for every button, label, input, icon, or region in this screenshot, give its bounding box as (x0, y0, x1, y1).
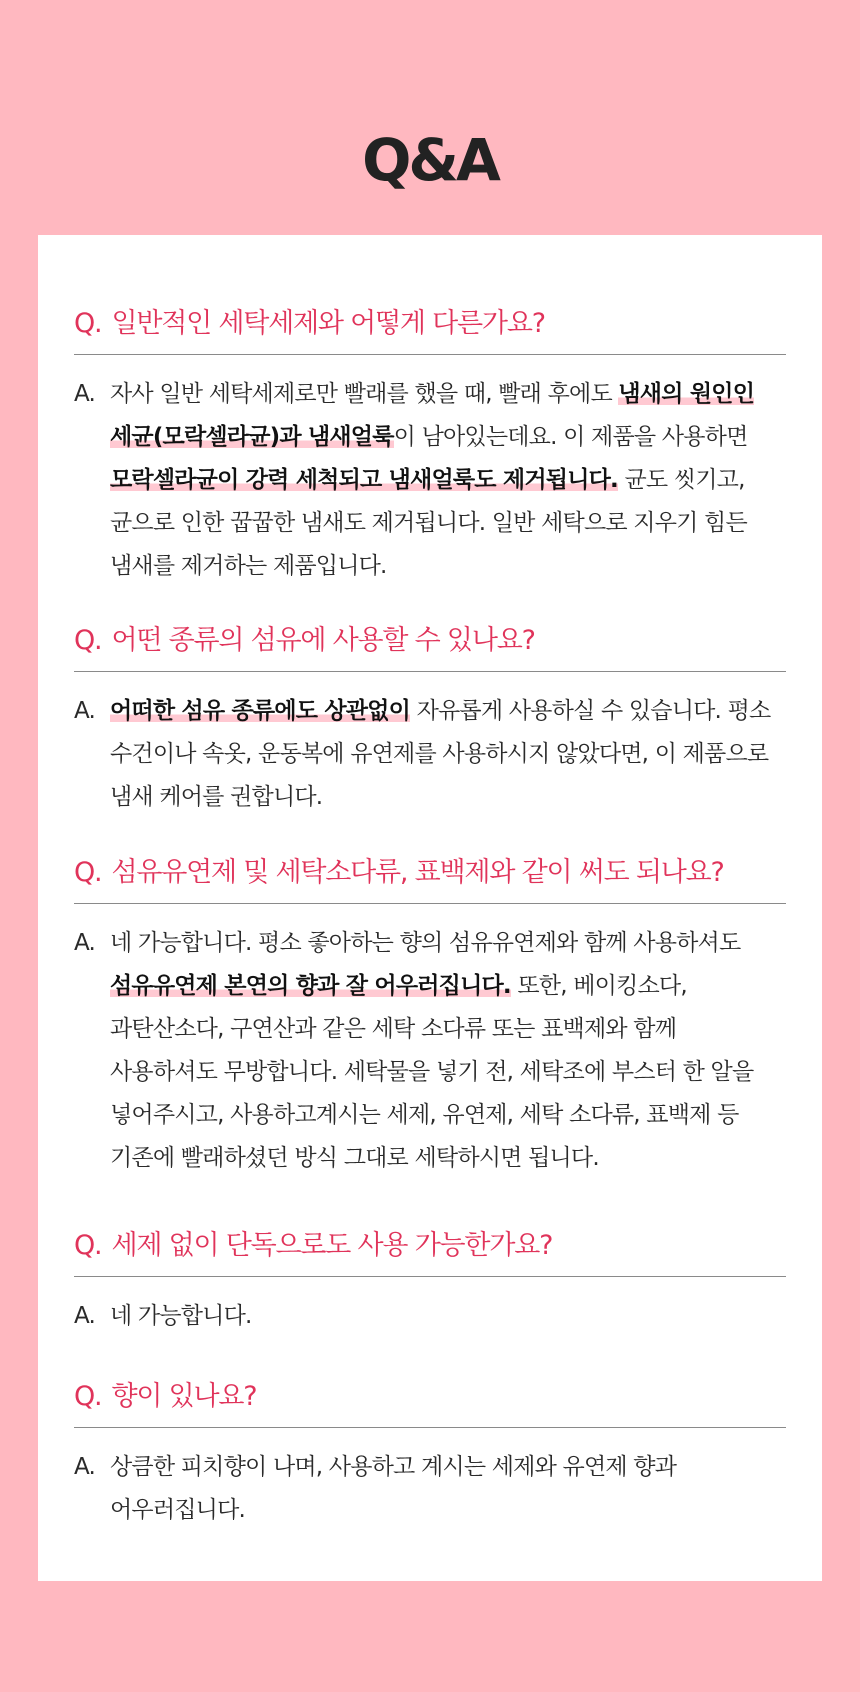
question-prefix: Q. (74, 1230, 102, 1261)
answer-block (74, 1295, 786, 1338)
question-heading (74, 847, 786, 904)
question-text: 섬유유연제 및 세탁소다류, 표백제와 같이 써도 되나요? (111, 857, 724, 888)
question-text: 어떤 종류의 섬유에 사용할 수 있나요? (111, 625, 535, 656)
question-heading (74, 615, 786, 672)
answer-segment: 상큼한 피치향이 나며, 사용하고 계시는 세제와 유연제 향과 어우러집니다. (110, 1454, 677, 1523)
question-text: 세제 없이 단독으로도 사용 가능한가요? (111, 1230, 553, 1261)
answer-block (74, 1446, 786, 1532)
answer-highlight: 냄새의 원인인 세균(모락셀라균)과 냄새얼룩 (110, 381, 755, 450)
answer-block (74, 922, 786, 1180)
answer-segment: 네 가능합니다. (110, 1303, 252, 1329)
question-prefix: Q. (74, 857, 102, 888)
answer-text (110, 1446, 786, 1532)
question-heading (74, 298, 786, 355)
qa-item-4 (74, 1220, 786, 1338)
question-heading (74, 1371, 786, 1428)
answer-block (74, 690, 786, 819)
answer-text (110, 1295, 786, 1338)
question-prefix: Q. (74, 1381, 102, 1412)
question-prefix: Q. (74, 308, 102, 339)
question-text: 향이 있나요? (111, 1381, 257, 1412)
answer-highlight: 모락셀라균이 강력 세척되고 냄새얼룩도 제거됩니다. (110, 467, 618, 493)
answer-prefix: A. (74, 1454, 96, 1480)
answer-prefix: A. (74, 930, 96, 956)
qa-card (38, 235, 822, 1581)
answer-segment: 균도 씻기고, 균으로 인한 꿉꿉한 냄새도 제거됩니다. 일반 세탁으로 지우기 힘든 냄새를 제거하는 제품입니다. (110, 467, 747, 579)
qa-item-1 (74, 298, 786, 588)
qa-item-2 (74, 615, 786, 819)
answer-prefix: A. (74, 1303, 96, 1329)
answer-prefix: A. (74, 381, 96, 407)
answer-highlight: 어떠한 섬유 종류에도 상관없이 (110, 698, 411, 724)
qa-item-3 (74, 847, 786, 1180)
question-prefix: Q. (74, 625, 102, 656)
answer-segment: 또한, 베이킹소다,과탄산소다, 구연산과 같은 세탁 소다류 또는 표백제와 함께 사용하셔도 무방합니다. 세탁물을 넣기 전, 세탁조에 부스터 한 알을 넣어주시고, 사용하고계시는 세제, 유연제, 세탁 소다류, 표백제 등 기존에 빨래하셨던 방식 그대로 세탁하시면 됩니다. (110, 973, 754, 1171)
answer-highlight: 섬유유연제 본연의 향과 잘 어우러집니다. (110, 973, 511, 999)
answer-text (110, 690, 786, 819)
question-text: 일반적인 세탁세제와 어떻게 다른가요? (111, 308, 545, 339)
question-heading (74, 1220, 786, 1277)
answer-segment: 자유롭게 사용하실 수 있습니다. 평소 수건이나 속옷, 운동복에 유연제를 사용하시지 않았다면, 이 제품으로 냄새 케어를 권합니다. (110, 698, 771, 810)
answer-text (110, 922, 786, 1180)
answer-prefix: A. (74, 698, 96, 724)
answer-block (74, 373, 786, 588)
answer-segment: 이 남아있는데요. 이 제품을 사용하면 (393, 424, 748, 450)
qa-item-5 (74, 1371, 786, 1532)
answer-text (110, 373, 786, 588)
answer-segment: 자사 일반 세탁세제로만 빨래를 했을 때, 빨래 후에도 (110, 381, 619, 407)
answer-segment: 네 가능합니다. 평소 좋아하는 향의 섬유유연제와 함께 사용하셔도 (110, 930, 741, 956)
page-title: Q&A (362, 126, 498, 194)
